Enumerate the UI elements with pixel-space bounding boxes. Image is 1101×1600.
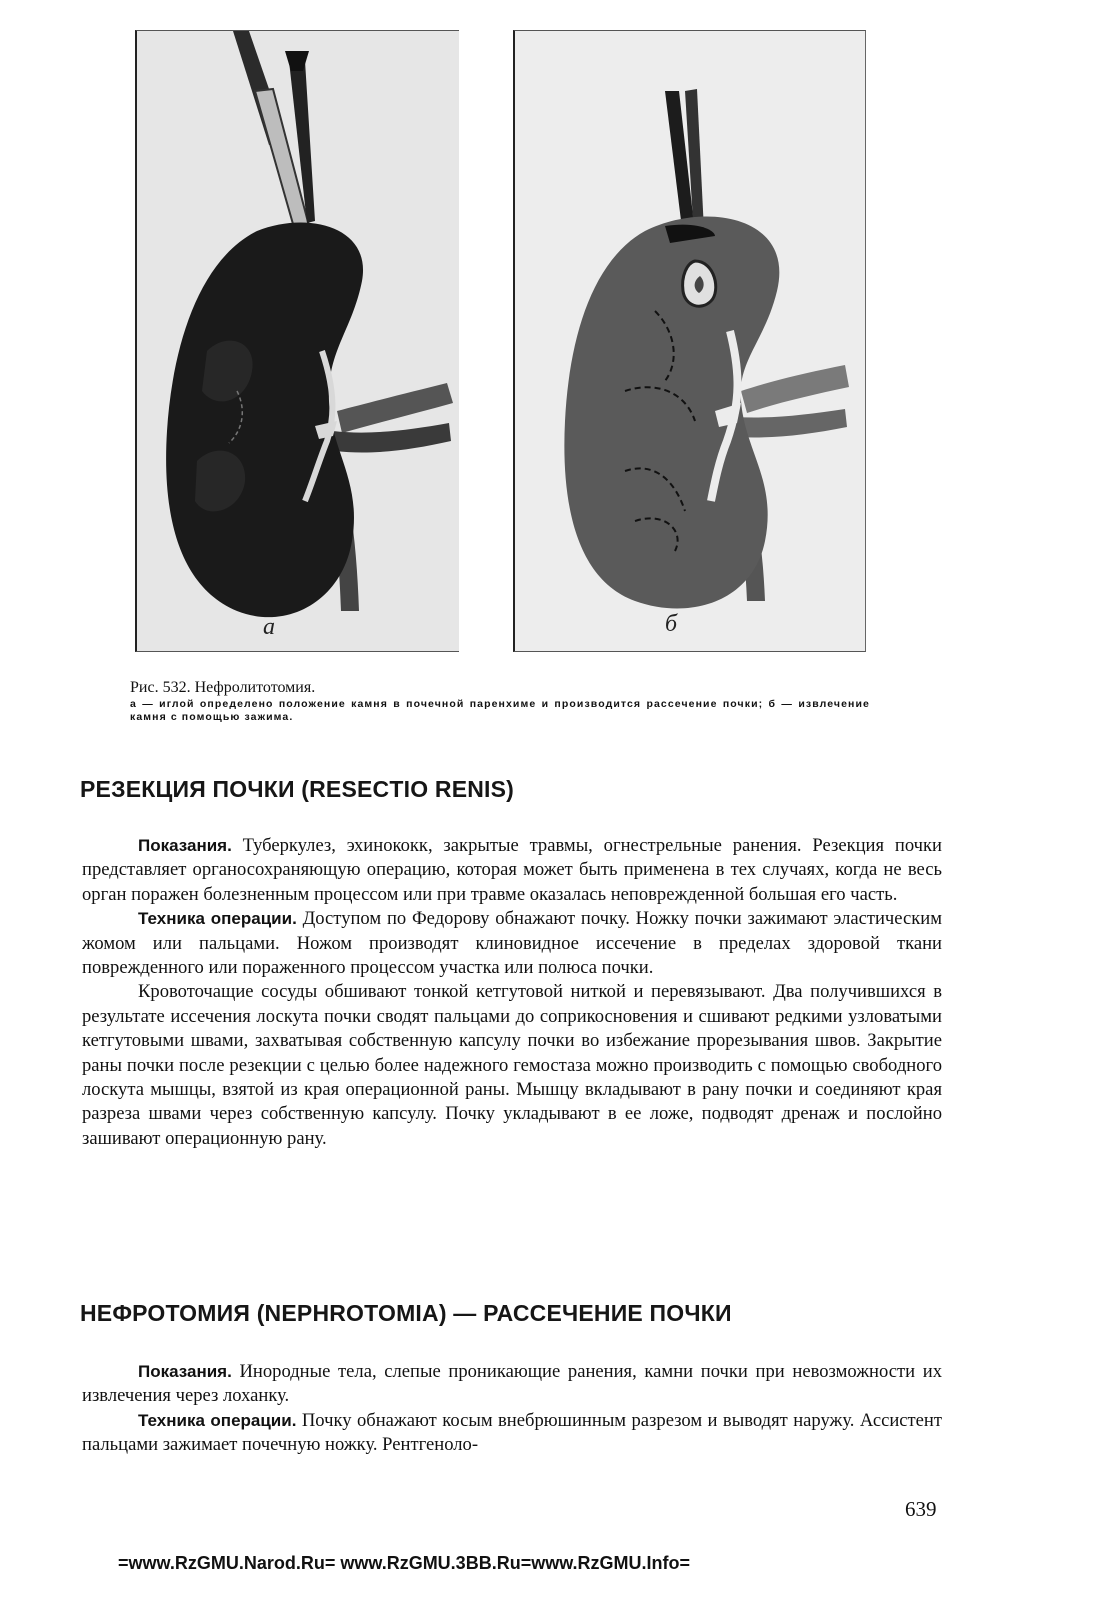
run-in-heading: Показания. [138,836,232,855]
kidney-illustration-b [515,31,865,651]
caption-text: а — иглой определено положение камня в почечной паренхиме и производится рассечение почки; б — извлечение камня с помощью зажима. [130,698,870,723]
section-body-resection [82,834,942,1151]
run-in-heading: Техника операции. [138,1410,297,1430]
paragraph-text: Доступом по Федорову обнажают почку. Ножку почки зажимают эластическим жомом или пальцами. Ножом производят клиновидное иссечение в пределах здоровой ткани поврежденного или пораженного процессом участка или полюса почки. [82,908,942,979]
caption-title: Рис. 532. Нефролитотомия. [130,679,316,696]
run-in-heading: Техника операции. [138,909,297,929]
figure-panel-a [135,30,459,652]
paragraph-text: Почку обнажают косым внебрюшинным разрезом и выводят наружу. Ассистент пальцами зажимает почечную ножку. Рентгеноло- [82,1409,942,1456]
kidney-illustration-a [137,31,459,651]
page-number: 639 [905,1497,937,1521]
paragraph-text: Туберкулез, эхинококк, закрытые травмы, огнестрельные ранения. Резекция почки представляет органосохраняющую операцию, которая может быть применена в тех случаях, когда не весь орган поражен болезненным процессом или при травме оказалась неповрежденной большая его часть. [82,835,942,905]
paragraph-text: Инородные тела, слепые проникающие ранения, камни почки при невозможности их извлечения через лоханку. [82,1361,942,1407]
paragraph [82,1360,942,1409]
section-body-nephrotomy [82,1360,942,1458]
paragraph [82,980,942,1151]
section-heading-nephrotomy: НЕФРОТОМИЯ (NEPHROTOMIA) — РАССЕЧЕНИЕ ПОЧКИ [80,1300,732,1326]
footer-watermark: =www.RzGMU.Narod.Ru= www.RzGMU.3BB.Ru=www.RzGMU.Info= [118,1553,691,1573]
run-in-heading: Показания. [138,1362,232,1381]
section-heading-resection: РЕЗЕКЦИЯ ПОЧКИ (RESECTIO RENIS) [80,776,515,802]
figure-panel-b [513,30,866,652]
paragraph [82,907,942,980]
panel-label-a: а [263,614,275,640]
paragraph-text: Кровоточащие сосуды обшивают тонкой кетгутовой ниткой и перевязывают. Два получившихся в результате иссечения лоскута почки сводят пальцами до соприкосновения и сшивают редкими узловатыми кетгутовыми швами, захватывая собственную капсулу почки во избежание прорезывания швов. Закрытие раны почки после резекции с целью более надежного гемостаза можно производить с помощью свободного лоскута мышцы, взятой из края операционной раны. Мышцу вкладывают в рану почки и соединяют края разреза швами через собственную капсулу. Почку укладывают в ее ложе, подводят дренаж и послойно зашивают операционную рану. [82,981,942,1149]
figure [130,30,870,670]
paragraph [82,834,942,907]
paragraph [82,1409,942,1458]
panel-label-b: б [665,611,678,637]
figure-caption [130,678,870,724]
